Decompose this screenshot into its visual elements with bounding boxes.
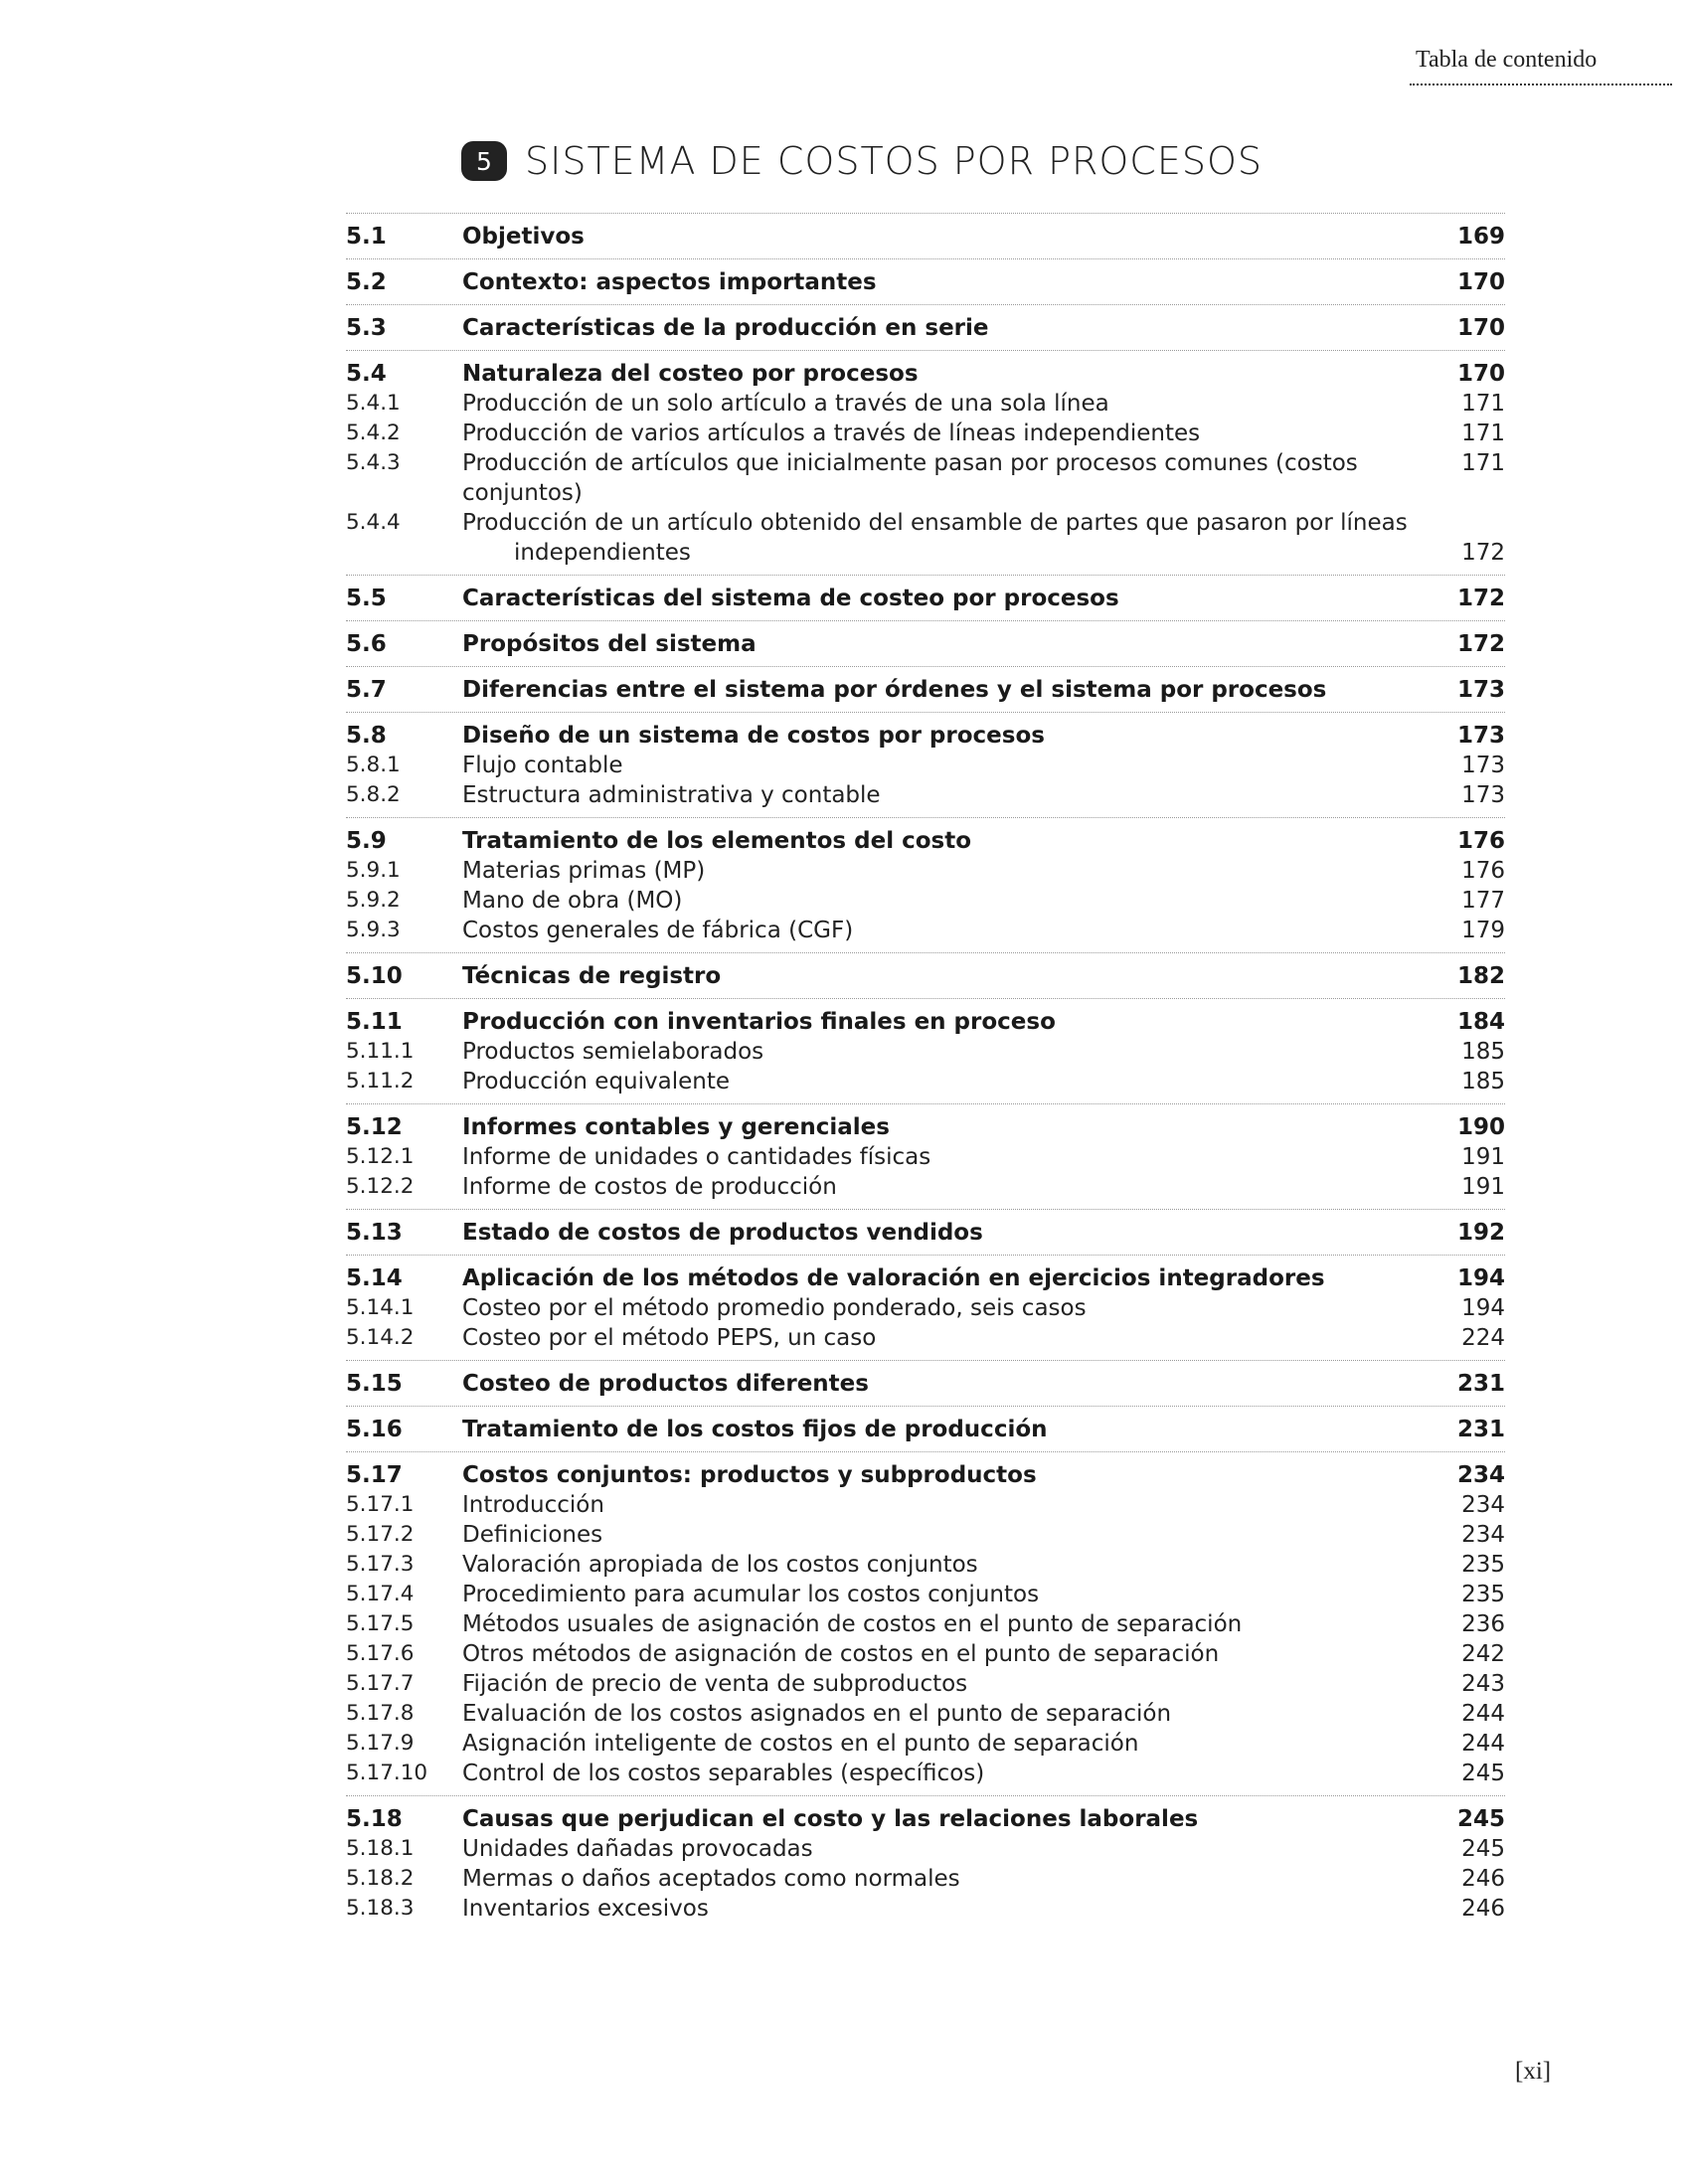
toc-section	[346, 1103, 1505, 1209]
entry-page-number: 176	[1461, 858, 1505, 884]
entry-title-text: Aplicación de los métodos de valoración en ejercicios integradores	[462, 1265, 1325, 1291]
entry-title	[462, 675, 1416, 705]
toc-entry[interactable]	[346, 359, 1505, 389]
entry-title-text: Producción de varios artículos a través de líneas independientes	[462, 420, 1201, 446]
entry-title-text: Costeo de productos diferentes	[462, 1371, 869, 1397]
entry-title-text: Informes contables y gerenciales	[462, 1114, 890, 1140]
toc-section	[346, 1406, 1505, 1451]
entry-title-text: Costos generales de fábrica (CGF)	[462, 918, 854, 943]
toc-section	[346, 1209, 1505, 1255]
entry-page-number: 245	[1461, 1836, 1505, 1862]
entry-number: 5.10	[346, 963, 403, 989]
entry-number: 5.15	[346, 1371, 403, 1397]
entry-title	[462, 1699, 1416, 1729]
toc-entry[interactable]	[346, 826, 1505, 856]
entry-title-text: Características de la producción en serie	[462, 315, 989, 341]
toc-subentry[interactable]	[346, 389, 1505, 419]
toc-entry[interactable]	[346, 1263, 1505, 1293]
entry-title	[462, 1293, 1416, 1323]
entry-title-text: Costeo por el método promedio ponderado, seis casos	[462, 1295, 1087, 1321]
entry-title	[462, 1804, 1416, 1834]
entry-title-text: Producción equivalente	[462, 1069, 731, 1094]
toc-entry[interactable]	[346, 961, 1505, 991]
toc-section	[346, 1795, 1505, 1931]
entry-title-text: Materias primas (MP)	[462, 858, 706, 884]
entry-number: 5.9.1	[346, 858, 401, 883]
entry-number: 5.17.7	[346, 1671, 415, 1696]
entry-title	[462, 1172, 1416, 1202]
entry-title-text: Tratamiento de los costos fijos de producción	[462, 1417, 1048, 1442]
entry-page-number: 245	[1461, 1761, 1505, 1786]
entry-title	[462, 826, 1416, 856]
toc-entry[interactable]	[346, 222, 1505, 252]
entry-number: 5.12.2	[346, 1174, 415, 1199]
entry-title-text: Flujo contable	[462, 753, 623, 778]
entry-title-text: Productos semielaborados	[462, 1039, 764, 1065]
entry-title	[462, 1580, 1416, 1609]
chapter-number-badge: 5	[461, 141, 507, 181]
entry-title	[462, 1834, 1416, 1864]
toc-subentry[interactable]	[346, 419, 1505, 448]
entry-page-number: 235	[1461, 1582, 1505, 1607]
entry-number: 5.12.1	[346, 1144, 415, 1169]
toc-subentry[interactable]	[346, 916, 1505, 945]
entry-number: 5.14.1	[346, 1295, 415, 1320]
entry-number: 5.4.4	[346, 510, 401, 535]
entry-page-number: 234	[1461, 1522, 1505, 1548]
entry-page-number: 185	[1461, 1069, 1505, 1094]
entry-number: 5.18	[346, 1806, 403, 1832]
toc-entry[interactable]	[346, 721, 1505, 751]
running-head	[1410, 47, 1672, 85]
entry-page-number: 245	[1456, 1806, 1505, 1832]
entry-number: 5.9	[346, 828, 387, 854]
entry-title	[462, 1669, 1416, 1699]
entry-page-number: 182	[1456, 963, 1505, 989]
entry-page-number: 194	[1456, 1265, 1505, 1291]
entry-page-number: 172	[1456, 631, 1505, 657]
entry-title	[462, 629, 1416, 659]
entry-title-text: Estructura administrativa y contable	[462, 782, 881, 808]
toc-entry[interactable]	[346, 1218, 1505, 1248]
entry-page-number: 191	[1461, 1144, 1505, 1170]
toc-subentry[interactable]	[346, 1172, 1505, 1202]
chapter-title: SISTEMA DE COSTOS POR PROCESOS	[525, 139, 1263, 183]
entry-title	[462, 916, 1416, 945]
entry-title	[462, 1112, 1416, 1142]
toc-subentry[interactable]	[346, 1759, 1505, 1788]
entry-page-number: 184	[1456, 1009, 1505, 1035]
entry-number: 5.4	[346, 361, 387, 387]
entry-title	[462, 751, 1416, 780]
entry-title	[462, 508, 1416, 568]
toc-subentry[interactable]	[346, 751, 1505, 780]
toc-subentry[interactable]	[346, 1067, 1505, 1096]
toc-section	[346, 1255, 1505, 1360]
toc-subentry[interactable]	[346, 1580, 1505, 1609]
toc-entry[interactable]	[346, 629, 1505, 659]
entry-page-number: 192	[1456, 1220, 1505, 1246]
entry-title	[462, 1609, 1416, 1639]
toc-subentry[interactable]	[346, 1037, 1505, 1067]
entry-page-number: 246	[1461, 1896, 1505, 1922]
toc-subentry[interactable]	[346, 1699, 1505, 1729]
entry-title-text: Producción de un artículo obtenido del ensamble de partes que pasaron por líneas	[462, 510, 1408, 536]
entry-number: 5.17.2	[346, 1522, 415, 1547]
entry-page-number: 171	[1461, 391, 1505, 417]
entry-page-number: 173	[1456, 723, 1505, 749]
entry-title	[462, 1218, 1416, 1248]
entry-number: 5.17.3	[346, 1552, 415, 1577]
toc-subentry[interactable]	[346, 780, 1505, 810]
toc-entry[interactable]	[346, 1007, 1505, 1037]
entry-number: 5.6	[346, 631, 387, 657]
entry-title	[462, 1729, 1416, 1759]
entry-page-number: 173	[1461, 782, 1505, 808]
entry-title-text: Introducción	[462, 1492, 604, 1518]
entry-title	[462, 359, 1416, 389]
toc-subentry[interactable]	[346, 1639, 1505, 1669]
entry-number: 5.11	[346, 1009, 403, 1035]
entry-title	[462, 1864, 1416, 1894]
entry-title	[462, 1520, 1416, 1550]
entry-title-text: Unidades dañadas provocadas	[462, 1836, 813, 1862]
entry-number: 5.4.3	[346, 450, 401, 475]
toc-entry[interactable]	[346, 675, 1505, 705]
toc-entry[interactable]	[346, 1804, 1505, 1834]
entry-number: 5.16	[346, 1417, 403, 1442]
toc-subentry[interactable]	[346, 886, 1505, 916]
entry-title	[462, 721, 1416, 751]
entry-number: 5.8	[346, 723, 387, 749]
entry-number: 5.3	[346, 315, 387, 341]
entry-title-text: Causas que perjudican el costo y las relaciones laborales	[462, 1806, 1199, 1832]
entry-number: 5.17.4	[346, 1582, 415, 1606]
entry-number: 5.17.6	[346, 1641, 415, 1666]
entry-page-number: 194	[1461, 1295, 1505, 1321]
entry-number: 5.14	[346, 1265, 403, 1291]
toc-section	[346, 666, 1505, 712]
toc-section	[346, 620, 1505, 666]
entry-title-text: Control de los costos separables (específicos)	[462, 1761, 985, 1786]
entry-number: 5.8.1	[346, 753, 401, 777]
toc-subentry[interactable]	[346, 1834, 1505, 1864]
toc-entry[interactable]	[346, 1112, 1505, 1142]
entry-number: 5.2	[346, 269, 387, 295]
toc-entry[interactable]	[346, 267, 1505, 297]
entry-title	[462, 886, 1416, 916]
entry-title	[462, 1263, 1416, 1293]
toc-entry[interactable]	[346, 1460, 1505, 1490]
entry-title-text: Inventarios excesivos	[462, 1896, 709, 1922]
entry-page-number: 177	[1461, 888, 1505, 914]
entry-number: 5.8.2	[346, 782, 401, 807]
toc-section	[346, 258, 1505, 304]
entry-page-number: 171	[1461, 420, 1505, 446]
entry-page-number: 190	[1456, 1114, 1505, 1140]
entry-number: 5.17.5	[346, 1611, 415, 1636]
entry-title-text: Definiciones	[462, 1522, 603, 1548]
entry-page-number: 236	[1461, 1611, 1505, 1637]
entry-number: 5.17.10	[346, 1761, 428, 1785]
toc-section	[346, 350, 1505, 575]
entry-number: 5.18.3	[346, 1896, 415, 1921]
entry-title-text: Características del sistema de costeo por procesos	[462, 586, 1119, 611]
toc-entry[interactable]	[346, 1369, 1505, 1399]
entry-title-text: Informe de unidades o cantidades físicas	[462, 1144, 931, 1170]
entry-page-number: 172	[1456, 586, 1505, 611]
entry-title-text: Costeo por el método PEPS, un caso	[462, 1325, 877, 1351]
entry-title	[462, 961, 1416, 991]
entry-title	[462, 1894, 1416, 1924]
entry-title-text: Naturaleza del costeo por procesos	[462, 361, 919, 387]
entry-page-number: 242	[1461, 1641, 1505, 1667]
toc-section	[346, 304, 1505, 350]
entry-page-number: 170	[1456, 361, 1505, 387]
entry-title-text: Evaluación de los costos asignados en el punto de separación	[462, 1701, 1172, 1727]
entry-title	[462, 856, 1416, 886]
entry-title-text: Estado de costos de productos vendidos	[462, 1220, 983, 1246]
toc-subentry[interactable]	[346, 1323, 1505, 1353]
entry-title	[462, 313, 1416, 343]
entry-title	[462, 389, 1416, 419]
page-folio: [xi]	[1515, 2058, 1552, 2085]
entry-title	[462, 267, 1416, 297]
entry-title	[462, 780, 1416, 810]
entry-title-text: Propósitos del sistema	[462, 631, 757, 657]
entry-title-text: Mano de obra (MO)	[462, 888, 683, 914]
entry-number: 5.4.2	[346, 420, 401, 445]
entry-title-text: Objetivos	[462, 224, 585, 250]
entry-title	[462, 1037, 1416, 1067]
entry-page-number: 169	[1456, 224, 1505, 250]
toc-subentry[interactable]	[346, 1490, 1505, 1520]
chapter-header	[461, 139, 1263, 183]
entry-page-number: 171	[1461, 450, 1505, 476]
entry-page-number: 243	[1461, 1671, 1505, 1697]
entry-title-text: Costos conjuntos: productos y subproductos	[462, 1462, 1037, 1488]
entry-number: 5.14.2	[346, 1325, 415, 1350]
entry-title	[462, 1550, 1416, 1580]
toc-subentry[interactable]	[346, 508, 1505, 568]
toc-section	[346, 817, 1505, 952]
entry-title-text: Producción con inventarios finales en proceso	[462, 1009, 1056, 1035]
entry-page-number: 234	[1461, 1492, 1505, 1518]
toc-subentry[interactable]	[346, 1864, 1505, 1894]
entry-title-text: Otros métodos de asignación de costos en el punto de separación	[462, 1641, 1220, 1667]
running-head-text: Tabla de contenido	[1416, 47, 1598, 73]
entry-page-number: 246	[1461, 1866, 1505, 1892]
entry-title	[462, 1067, 1416, 1096]
toc-subentry[interactable]	[346, 1520, 1505, 1550]
entry-page-number: 173	[1456, 677, 1505, 703]
entry-title	[462, 419, 1416, 448]
entry-number: 5.18.2	[346, 1866, 415, 1891]
entry-number: 5.1	[346, 224, 387, 250]
toc-section	[346, 712, 1505, 817]
entry-title-text: Diferencias entre el sistema por órdenes y el sistema por procesos	[462, 677, 1327, 703]
entry-number: 5.7	[346, 677, 387, 703]
toc-entry[interactable]	[346, 1415, 1505, 1444]
entry-page-number: 176	[1456, 828, 1505, 854]
toc-subentry[interactable]	[346, 1729, 1505, 1759]
entry-title-text: Tratamiento de los elementos del costo	[462, 828, 972, 854]
entry-title	[462, 1490, 1416, 1520]
toc-section	[346, 952, 1505, 998]
toc-subentry[interactable]	[346, 856, 1505, 886]
entry-number: 5.17.1	[346, 1492, 415, 1517]
entry-number: 5.11.1	[346, 1039, 415, 1064]
entry-page-number: 224	[1461, 1325, 1505, 1351]
toc-subentry[interactable]	[346, 448, 1505, 508]
entry-page-number: 244	[1461, 1701, 1505, 1727]
toc-section	[346, 1360, 1505, 1406]
entry-title	[462, 1142, 1416, 1172]
entry-page-number: 244	[1461, 1731, 1505, 1757]
toc-section	[346, 1451, 1505, 1795]
entry-number: 5.5	[346, 586, 387, 611]
entry-title	[462, 584, 1416, 613]
entry-title	[462, 1460, 1416, 1490]
entry-number: 5.9.3	[346, 918, 401, 942]
entry-title	[462, 448, 1416, 508]
entry-page-number: 179	[1461, 918, 1505, 943]
toc-section	[346, 575, 1505, 620]
entry-number: 5.18.1	[346, 1836, 415, 1861]
entry-title-text: Mermas o daños aceptados como normales	[462, 1866, 960, 1892]
entry-number: 5.11.2	[346, 1069, 415, 1093]
entry-title-text: Diseño de un sistema de costos por procesos	[462, 723, 1045, 749]
entry-page-number: 234	[1456, 1462, 1505, 1488]
entry-number: 5.12	[346, 1114, 403, 1140]
entry-title	[462, 1759, 1416, 1788]
entry-page-number: 231	[1456, 1371, 1505, 1397]
toc-subentry[interactable]	[346, 1142, 1505, 1172]
entry-title-text: Fijación de precio de venta de subproductos	[462, 1671, 968, 1697]
toc-entry[interactable]	[346, 313, 1505, 343]
entry-title-continuation: independientes	[514, 540, 691, 566]
entry-title-text: Producción de artículos que inicialmente pasan por procesos comunes (costos conjuntos)	[462, 450, 1358, 506]
entry-page-number: 170	[1456, 315, 1505, 341]
entry-title-text: Informe de costos de producción	[462, 1174, 837, 1200]
entry-number: 5.17.8	[346, 1701, 415, 1726]
entry-title	[462, 222, 1416, 252]
entry-title-text: Métodos usuales de asignación de costos en el punto de separación	[462, 1611, 1243, 1637]
entry-page-number: 172	[1461, 540, 1505, 566]
toc-entry[interactable]	[346, 584, 1505, 613]
entry-title	[462, 1369, 1416, 1399]
entry-number: 5.13	[346, 1220, 403, 1246]
entry-title-text: Técnicas de registro	[462, 963, 722, 989]
toc-subentry[interactable]	[346, 1894, 1505, 1924]
table-of-contents	[346, 213, 1505, 1931]
entry-title	[462, 1007, 1416, 1037]
entry-number: 5.17	[346, 1462, 403, 1488]
toc-section	[346, 213, 1505, 258]
entry-number: 5.9.2	[346, 888, 401, 913]
entry-title-text: Contexto: aspectos importantes	[462, 269, 877, 295]
entry-title-text: Valoración apropiada de los costos conjuntos	[462, 1552, 978, 1578]
entry-title-text: Procedimiento para acumular los costos conjuntos	[462, 1582, 1040, 1607]
entry-page-number: 173	[1461, 753, 1505, 778]
toc-subentry[interactable]	[346, 1550, 1505, 1580]
entry-number: 5.4.1	[346, 391, 401, 416]
entry-number: 5.17.9	[346, 1731, 415, 1756]
entry-page-number: 170	[1456, 269, 1505, 295]
entry-page-number: 191	[1461, 1174, 1505, 1200]
entry-title	[462, 1415, 1416, 1444]
entry-page-number: 185	[1461, 1039, 1505, 1065]
toc-subentry[interactable]	[346, 1669, 1505, 1699]
entry-title	[462, 1323, 1416, 1353]
entry-page-number: 235	[1461, 1552, 1505, 1578]
entry-page-number: 231	[1456, 1417, 1505, 1442]
entry-title	[462, 1639, 1416, 1669]
toc-subentry[interactable]	[346, 1293, 1505, 1323]
toc-section	[346, 998, 1505, 1103]
entry-title-text: Asignación inteligente de costos en el punto de separación	[462, 1731, 1139, 1757]
toc-subentry[interactable]	[346, 1609, 1505, 1639]
entry-title-text: Producción de un solo artículo a través de una sola línea	[462, 391, 1109, 417]
